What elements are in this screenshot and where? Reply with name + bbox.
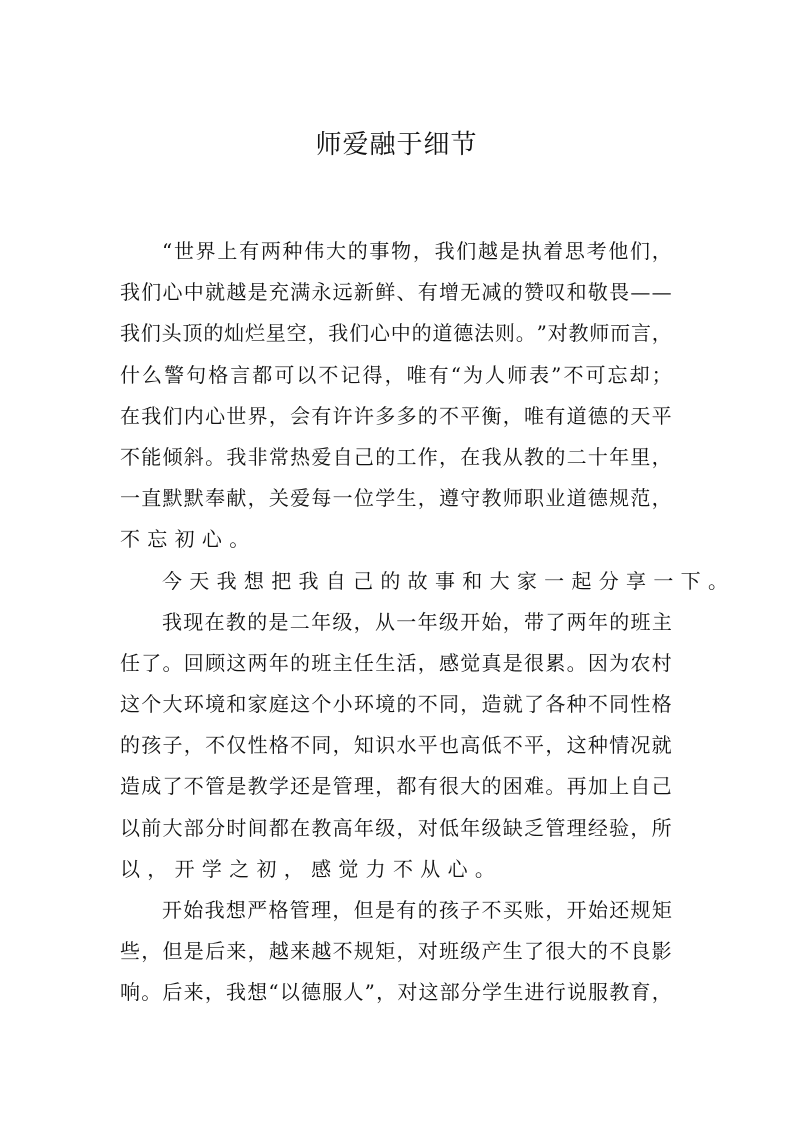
text-line: 在 我 们 内 心 世 界 ， 会 有 许 许 多 多 的 不 平 衡 ， 唯 有 道 德 的 天 平	[120, 403, 672, 428]
text-line: 什 么 警 句 格 言 都 可 以 不 记 得 ， 唯 有 “ 为 人 师 表 ” 不 可 忘 却 ；	[120, 362, 672, 387]
text-line: 我 现 在 教 的 是 二 年 级 ， 从 一 年 级 开 始 ， 带 了 两 年 的 班 主	[162, 609, 672, 634]
text-line: 今 天 我 想 把 我 自 己 的 故 事 和 大 家 一 起 分 享 一 下 。	[162, 568, 728, 593]
text-line: 不 能 倾 斜 。 我 非 常 热 爱 自 己 的 工 作 ， 在 我 从 教 的 二 十 年 里 ，	[120, 444, 672, 469]
text-line: 一 直 默 默 奉 献 ， 关 爱 每 一 位 学 生 ， 遵 守 教 师 职 业 道 德 规 范 ，	[120, 486, 672, 511]
text-line: 不 忘 初 心 。	[120, 527, 250, 552]
text-line: 以 前 大 部 分 时 间 都 在 教 高 年 级 ， 对 低 年 级 缺 乏 管 理 经 验 ， 所	[120, 815, 672, 840]
text-line: 响 。 后 来 ， 我 想 “ 以 德 服 人 ” ， 对 这 部 分 学 生 进 行 说 服 教 育 ，	[120, 980, 672, 1005]
text-line: 以 ， 开 学 之 初 ， 感 觉 力 不 从 心 。	[120, 856, 495, 881]
text-line: 的 孩 子 ， 不 仅 性 格 不 同 ， 知 识 水 平 也 高 低 不 平 ， 这 种 情 况 就	[120, 733, 672, 758]
text-line: 开 始 我 想 严 格 管 理 ， 但 是 有 的 孩 子 不 买 账 ， 开 始 还 规 矩	[162, 898, 672, 922]
document-body	[120, 231, 728, 1014]
document-title: 师爱融于细节	[315, 130, 478, 160]
text-line: 造 成 了 不 管 是 教 学 还 是 管 理 ， 都 有 很 大 的 困 难 。 再 加 上 自 己	[120, 774, 672, 799]
text-line: 任 了 。 回 顾 这 两 年 的 班 主 任 生 活 ， 感 觉 真 是 很 累 。 因 为 农 村	[120, 650, 672, 675]
text-line: 我 们 头 顶 的 灿 烂 星 空 ， 我 们 心 中 的 道 德 法 则 。 ” 对 教 师 而 言 ，	[120, 321, 672, 346]
text-line: “ 世 界 上 有 两 种 伟 大 的 事 物 ， 我 们 越 是 执 着 思 考 他 们 ，	[162, 239, 672, 263]
text-line: 我 们 心 中 就 越 是 充 满 永 远 新 鲜 、 有 增 无 减 的 赞 叹 和 敬 畏 — —	[120, 280, 672, 305]
text-line: 这 个 大 环 境 和 家 庭 这 个 小 环 境 的 不 同 ， 造 就 了 各 种 不 同 性 格	[120, 692, 672, 717]
text-line: 些 ， 但 是 后 来 ， 越 来 越 不 规 矩 ， 对 班 级 产 生 了 很 大 的 不 良 影	[120, 939, 672, 964]
